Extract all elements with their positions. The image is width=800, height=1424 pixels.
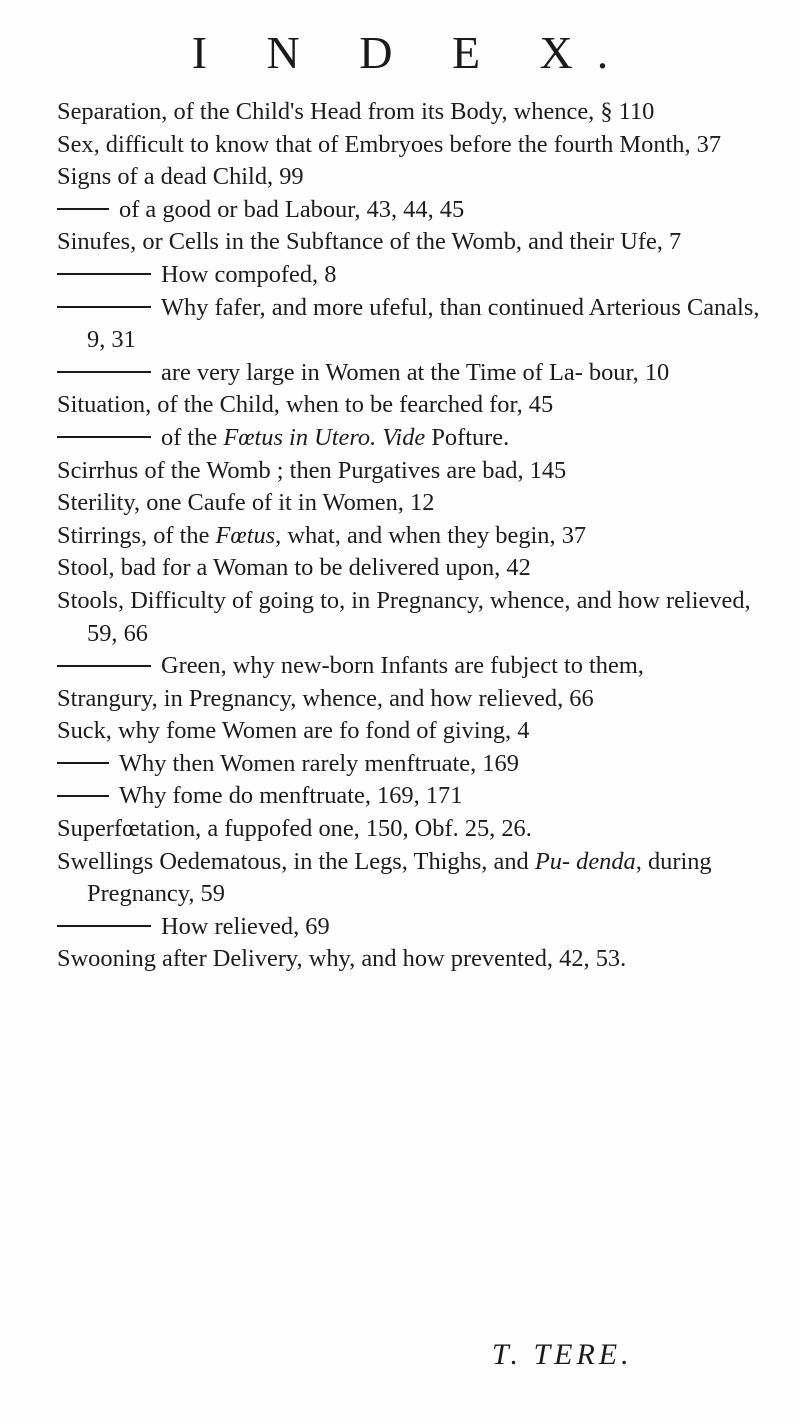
entry-text: are very large in Women at the Time of La- bour, 10 <box>161 358 670 386</box>
entry-text: Sterility, one Caufe of it in Women, 12 <box>57 489 435 517</box>
ditto-dash <box>57 665 151 667</box>
index-entry <box>57 846 762 911</box>
index-entry <box>57 520 762 553</box>
index-entry <box>57 226 762 259</box>
ditto-dash <box>57 371 151 373</box>
ditto-dash <box>57 762 109 764</box>
entry-text: Situation, of the Child, when to be fearched for, 45 <box>57 391 554 419</box>
entry-text: Swooning after Delivery, why, and how prevented, 42, 53. <box>57 945 627 973</box>
entry-text: How compofed, 8 <box>161 260 337 288</box>
italic-text: Vide <box>382 423 426 451</box>
entry-text: Sinufes, or Cells in the Subftance of the Womb, and their Ufe, 7 <box>57 228 682 256</box>
index-entry <box>57 96 762 129</box>
index-subentry <box>57 194 762 227</box>
ditto-dash <box>57 436 151 438</box>
index-entry <box>57 683 762 716</box>
index-entry <box>57 129 762 162</box>
entry-text: How relieved, 69 <box>161 912 330 940</box>
entry-text: Stools, Difficulty of going to, in Pregnancy, whence, and how relieved, 59, 66 <box>57 586 751 647</box>
entry-text: , during Pregnancy, 59 <box>87 847 712 908</box>
index-entry <box>57 161 762 194</box>
index-entry <box>57 455 762 488</box>
entry-text: of the <box>161 423 224 451</box>
ditto-dash <box>57 795 109 797</box>
entry-text: Suck, why fome Women are fo fond of giving, 4 <box>57 717 530 745</box>
entry-text: Why then Women rarely menftruate, 169 <box>119 749 519 777</box>
entry-text: Strangury, in Pregnancy, whence, and how relieved, 66 <box>57 684 594 712</box>
index-subentry <box>57 292 762 357</box>
index-entries <box>57 96 762 976</box>
ditto-dash <box>57 306 151 308</box>
catchword: T. TERE. <box>492 1338 633 1371</box>
entry-text: Separation, of the Child's Head from its Body, whence, § 110 <box>57 98 655 125</box>
entry-text: Superfœtation, a fuppofed one, 150, Obf. 25, 26. <box>57 815 532 843</box>
index-subentry <box>57 357 762 390</box>
ditto-dash <box>57 208 109 210</box>
entry-text: Stirrings, of the <box>57 521 216 549</box>
entry-text: of a good or bad Labour, 43, 44, 45 <box>119 195 465 223</box>
entry-text: Swellings Oedematous, in the Legs, Thighs, and <box>57 847 535 875</box>
index-entry <box>57 487 762 520</box>
index-entry <box>57 943 762 976</box>
entry-text: Pofture. <box>425 423 510 451</box>
entry-text: , what, and when they begin, 37 <box>275 521 587 549</box>
entry-text: Why fome do menftruate, 169, 171 <box>119 782 463 810</box>
index-subentry <box>57 259 762 292</box>
index-entry <box>57 585 762 650</box>
ditto-dash <box>57 273 151 275</box>
entry-text: Why fafer, and more ufeful, than continued Arterious Canals, 9, 31 <box>87 293 760 354</box>
index-subentry <box>57 911 762 944</box>
index-entry <box>57 813 762 846</box>
entry-text: Stool, bad for a Woman to be delivered upon, 42 <box>57 554 531 582</box>
entry-text: Sex, difficult to know that of Embryoes before the fourth Month, 37 <box>57 130 722 158</box>
index-subentry <box>57 780 762 813</box>
index-subentry <box>57 422 762 455</box>
entry-text: Scirrhus of the Womb ; then Purgatives are bad, 145 <box>57 456 567 484</box>
italic-text: Pu- denda <box>534 847 636 875</box>
index-entry <box>57 389 762 422</box>
index-subentry <box>57 748 762 781</box>
entry-text: Signs of a dead Child, 99 <box>57 163 304 191</box>
entry-text: Green, why new-born Infants are fubject to them, <box>161 652 644 680</box>
index-entry <box>57 552 762 585</box>
ditto-dash <box>57 925 151 927</box>
index-entry <box>57 715 762 748</box>
index-subentry <box>57 650 762 683</box>
page-heading: I N D E X. <box>191 27 633 78</box>
italic-text: Fœtus in Utero. <box>223 423 377 451</box>
italic-text: Fœtus <box>215 521 276 549</box>
